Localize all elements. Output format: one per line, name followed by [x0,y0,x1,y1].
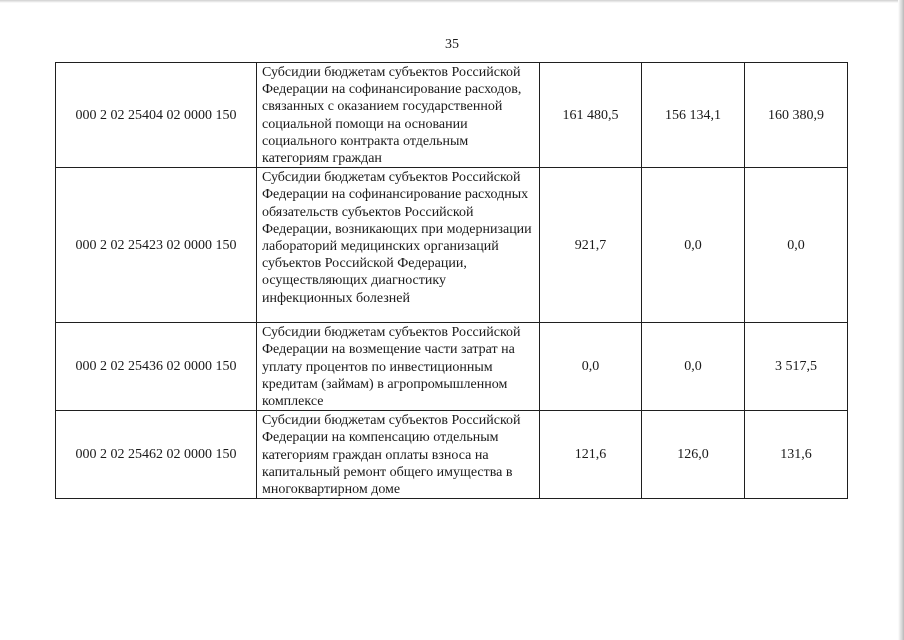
description-cell: Субсидии бюджетам субъектов Российской Федерации на компенсацию отдельным категориям граждан оплаты взноса на капитальный ремонт общего имущества в многоквартирном доме [257,411,540,499]
table-row [56,63,848,168]
amount-cell-2: 156 134,1 [642,63,745,168]
amount-cell-3: 0,0 [745,168,848,323]
amount-cell-2: 0,0 [642,168,745,323]
scan-shadow-right [898,0,904,640]
amount-cell-1: 921,7 [540,168,642,323]
amount-cell-2: 126,0 [642,411,745,499]
table-row [56,323,848,411]
amount-cell-3: 160 380,9 [745,63,848,168]
table-row [56,168,848,323]
budget-code-cell: 000 2 02 25462 02 0000 150 [56,411,257,499]
amount-cell-1: 0,0 [540,323,642,411]
amount-cell-1: 161 480,5 [540,63,642,168]
amount-cell-2: 0,0 [642,323,745,411]
amount-cell-3: 3 517,5 [745,323,848,411]
table-row [56,411,848,499]
budget-table [55,62,848,499]
scan-shadow-top [0,0,904,3]
description-cell: Субсидии бюджетам субъектов Российской Федерации на софинансирование расходов, связанных с оказанием государственной социальной помощи на основании социального контракта отдельным категориям граждан [257,63,540,168]
description-cell: Субсидии бюджетам субъектов Российской Федерации на софинансирование расходных обязательств субъектов Российской Федерации, возникающих при модернизации лабораторий медицинских организаций субъектов Российской Федерации, осуществляющих диагностику инфекционных болезней [257,168,540,323]
amount-cell-1: 121,6 [540,411,642,499]
budget-code-cell: 000 2 02 25423 02 0000 150 [56,168,257,323]
amount-cell-3: 131,6 [745,411,848,499]
budget-code-cell: 000 2 02 25436 02 0000 150 [56,323,257,411]
budget-code-cell: 000 2 02 25404 02 0000 150 [56,63,257,168]
page-number: 35 [445,37,459,52]
description-cell: Субсидии бюджетам субъектов Российской Федерации на возмещение части затрат на уплату процентов по инвестиционным кредитам (займам) в агропромышленном комплексе [257,323,540,411]
